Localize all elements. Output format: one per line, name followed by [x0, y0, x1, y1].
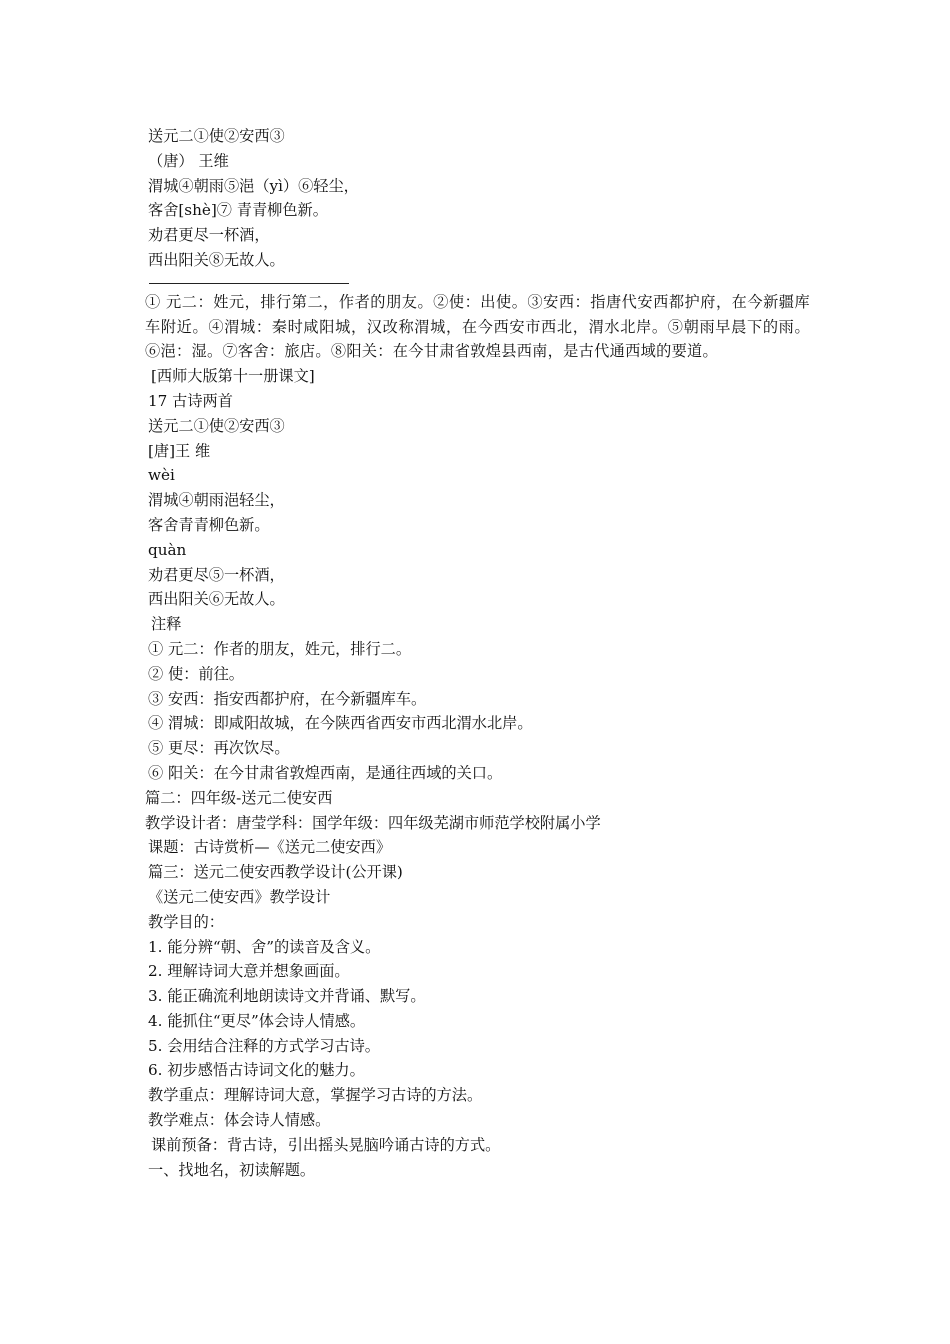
poem2-title: 送元二①使②安西③: [148, 416, 285, 435]
poem1-author: （唐） 王维: [148, 151, 229, 170]
document-body: [145, 124, 810, 1182]
poem2-author: [唐]王 维: [148, 441, 211, 460]
poem2-line-3: 劝君更尽⑤一杯酒，: [148, 565, 285, 584]
class-preparation: 课前预备：背古诗，引出摇头晃脑吟诵古诗的方式。: [151, 1135, 501, 1154]
poem2-line-2: 客舍青青柳色新。: [148, 515, 270, 534]
poem1-line-3: 劝君更尽一杯酒，: [148, 226, 270, 245]
poem1-line-2: 客舍[shè]⑦ 青青柳色新。: [148, 201, 328, 220]
notes-heading: 注释: [151, 615, 182, 634]
note-item: ③ 安西：指安西都护府，在今新疆库车。: [148, 689, 427, 708]
note-item: ② 使：前往。: [148, 664, 244, 683]
goal-item: 1. 能分辨“朝、舍”的读音及含义。: [148, 937, 381, 956]
poem2-pinyin-2: quàn: [148, 540, 187, 559]
note-item: ④ 渭城：即咸阳故城，在今陕西省西安市西北渭水北岸。: [148, 714, 533, 733]
poem2-line-1: 渭城④朝雨浥轻尘，: [148, 491, 285, 510]
goals-heading: 教学目的：: [148, 912, 224, 931]
footnote-text: ① 元二：姓元，排行第二，作者的朋友。②使：出使。③安西：指唐代安西都护府，在今新疆库车附近。④渭城：秦时咸阳城，汉改称渭城，在今西安市西北，渭水北岸。⑤朝雨早晨下的雨。⑥浥：湿。⑦客舍：旅店。⑧阳关：在今甘肃省敦煌县西南，是古代通西域的要道。: [145, 292, 810, 361]
goal-item: 6. 初步感悟古诗词文化的魅力。: [148, 1061, 365, 1080]
note-item: ⑥ 阳关：在今甘肃省敦煌西南，是通往西域的关口。: [148, 763, 503, 782]
key-point: 教学重点：理解诗词大意，掌握学习古诗的方法。: [148, 1086, 483, 1105]
poem1-line-4: 西出阳关⑧无故人。: [148, 250, 285, 269]
poem1-line-1: 渭城④朝雨⑤浥（yì）⑥轻尘，: [148, 176, 359, 195]
part2-topic: 课题：古诗赏析—《送元二使安西》: [148, 838, 391, 857]
goal-item: 3. 能正确流利地朗读诗文并背诵、默写。: [148, 987, 426, 1006]
poem2-pinyin-1: wèi: [148, 466, 175, 485]
lesson-title: 17 古诗两首: [148, 391, 233, 410]
footnote-divider: [149, 283, 349, 284]
goal-item: 4. 能抓住“更尽”体会诗人情感。: [148, 1011, 366, 1030]
part3-subtitle: 《送元二使安西》教学设计: [148, 887, 331, 906]
source-note: [西师大版第十一册课文]: [151, 367, 315, 386]
poem1-title: 送元二①使②安西③: [148, 127, 285, 145]
step-one: 一、找地名，初读解题。: [148, 1160, 316, 1179]
goal-item: 2. 理解诗词大意并想象画面。: [148, 962, 350, 981]
part3-title: 篇三：送元二使安西教学设计(公开课): [148, 863, 403, 882]
part2-designer: 教学设计者：唐莹学科：国学年级：四年级芜湖市师范学校附属小学: [145, 813, 601, 832]
goal-item: 5. 会用结合注释的方式学习古诗。: [148, 1036, 380, 1055]
difficulty: 教学难点：体会诗人情感。: [148, 1111, 331, 1130]
note-item: ① 元二：作者的朋友，姓元，排行二。: [148, 639, 412, 658]
poem2-line-4: 西出阳关⑥无故人。: [148, 590, 285, 609]
part2-title: 篇二：四年级-送元二使安西: [145, 788, 333, 807]
note-item: ⑤ 更尽：再次饮尽。: [148, 739, 290, 758]
